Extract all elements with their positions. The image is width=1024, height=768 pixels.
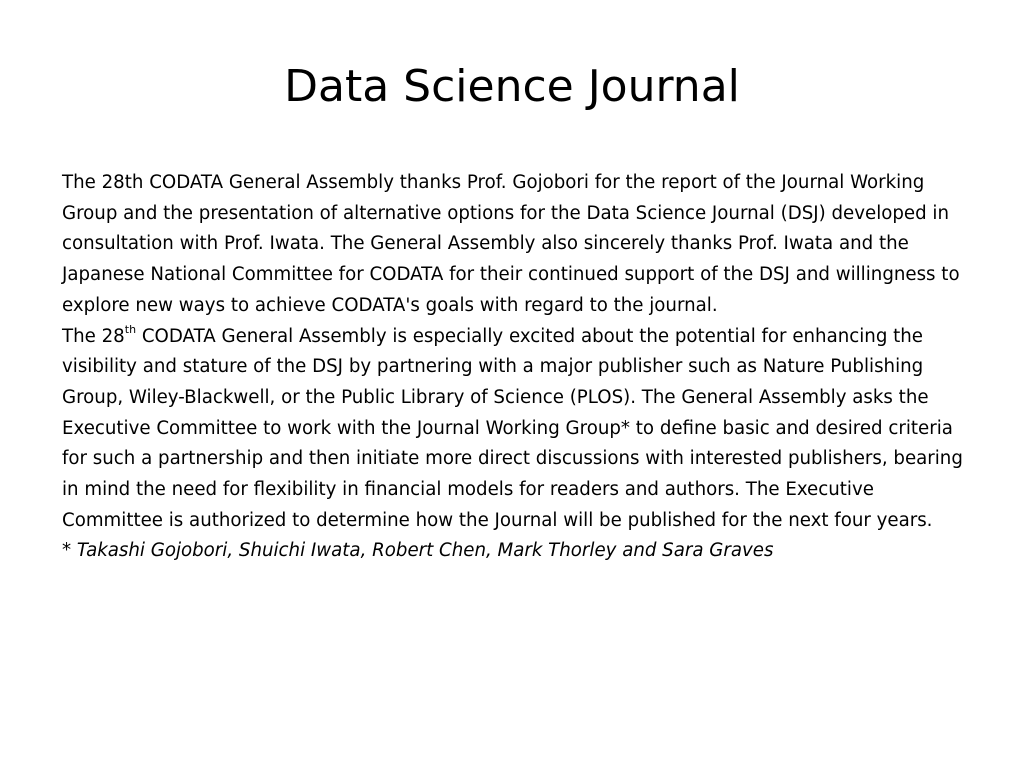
slide-title: Data Science Journal — [284, 61, 740, 112]
paragraph-partnership-prefix: The 28 — [62, 325, 125, 347]
footnote-working-group-members: * Takashi Gojobori, Shuichi Iwata, Robert Chen, Mark Thorley and Sara Graves — [62, 540, 774, 562]
slide-body — [62, 168, 972, 567]
ordinal-superscript: th — [124, 323, 137, 337]
paragraph-partnership-text: CODATA General Assembly is especially excited about the potential for enhancing the visibility and stature of the DSJ by partnering with a major publisher such as Nature Publishing Group, Wiley-Blackwell, or the Public Library of Science (PLOS). The General Assembly asks the Executive Committee to work with the Journal Working Group* to define basic and desired criteria for such a partnership and then initiate more direct discussions with interested publishers, bearing in mind the need for flexibility in financial models for readers and authors. The Executive Committee is authorized to determine how the Journal will be published for the next four years. — [62, 325, 963, 531]
paragraph-thanks: The 28th CODATA General Assembly thanks Prof. Gojobori for the report of the Journal Working Group and the presentation of alternative options for the Data Science Journal (DSJ) developed in consultation with Prof. Iwata. The General Assembly also sincerely thanks Prof. Iwata and the Japanese National Committee for CODATA for their continued support of the DSJ and willingness to explore new ways to achieve CODATA's goals with regard to the journal. — [62, 172, 960, 316]
paragraph-partnership — [62, 322, 972, 537]
